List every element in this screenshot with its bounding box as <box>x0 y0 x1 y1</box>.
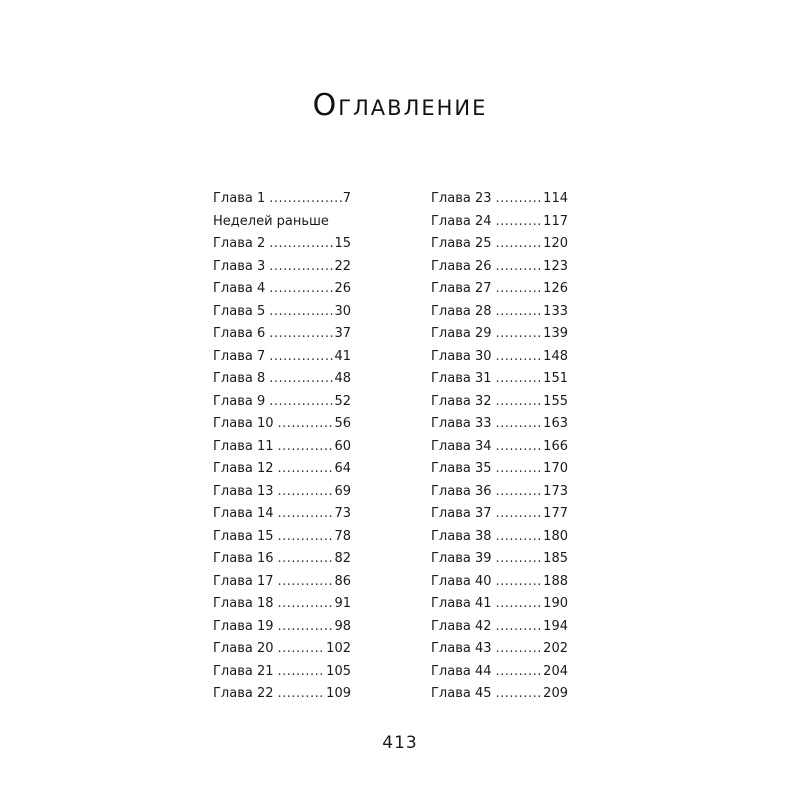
toc-entry-page: 166 <box>543 438 568 454</box>
toc-entry-label: Глава 15 <box>213 528 274 544</box>
toc-entry <box>431 188 568 211</box>
toc-entry-page: 109 <box>326 686 351 701</box>
toc-entry-page: 78 <box>334 528 351 544</box>
toc-entry-label: Глава 38 <box>431 528 492 544</box>
toc-entry-label: Глава 23 <box>431 191 492 206</box>
toc-dot-leader <box>496 481 543 504</box>
toc-entry-page: 7 <box>342 191 351 206</box>
toc-entry-page: 69 <box>334 483 351 499</box>
toc-entry <box>431 481 568 504</box>
toc-entry-label: Глава 26 <box>431 258 492 274</box>
toc-entry-label: Глава 8 <box>213 371 266 386</box>
toc-entry <box>213 458 351 481</box>
toc-entry-label: Глава 10 <box>213 416 274 431</box>
toc-entry <box>431 346 568 369</box>
toc-entry-label: Глава 37 <box>431 506 492 521</box>
toc-entry <box>213 616 351 639</box>
toc-entry-label: Глава 17 <box>213 573 274 589</box>
toc-entry-page: 163 <box>543 416 568 431</box>
toc-entry-page: 170 <box>543 461 568 476</box>
toc-dot-leader <box>278 503 334 526</box>
toc-entry-label: Глава 44 <box>431 663 492 679</box>
toc-entry <box>431 368 568 391</box>
toc-dot-leader <box>269 323 333 346</box>
toc-entry-label: Глава 13 <box>213 483 274 499</box>
toc-dot-leader <box>496 256 543 279</box>
toc-entry <box>431 638 568 661</box>
toc-dot-leader <box>496 436 543 459</box>
toc-entry <box>213 571 351 594</box>
toc-left-column <box>213 188 351 706</box>
toc-entry <box>431 436 568 459</box>
toc-dot-leader <box>496 593 543 616</box>
toc-entry-label: Глава 19 <box>213 618 274 634</box>
toc-entry-page: 86 <box>334 573 351 589</box>
toc-entry-label: Глава 25 <box>431 236 492 251</box>
toc-entry <box>431 526 568 549</box>
toc-dot-leader <box>278 571 334 594</box>
toc-dot-leader <box>278 481 334 504</box>
toc-dot-leader <box>496 413 543 436</box>
toc-dot-leader <box>278 683 326 706</box>
toc-entry <box>431 661 568 684</box>
toc-entry-page: 185 <box>543 551 568 566</box>
toc-entry-page: 123 <box>543 258 568 274</box>
toc-dot-leader <box>496 368 543 391</box>
toc-dot-leader <box>496 323 543 346</box>
toc-dot-leader <box>278 413 334 436</box>
toc-entry-label: Глава 16 <box>213 551 274 566</box>
toc-entry-page: 82 <box>334 551 351 566</box>
toc-entry <box>431 503 568 526</box>
toc-entry-label: Глава 41 <box>431 596 492 611</box>
toc-entry-label: Глава 35 <box>431 461 492 476</box>
toc-entry-label: Глава 40 <box>431 573 492 589</box>
toc-dot-leader <box>496 638 543 661</box>
toc-entry-page: 114 <box>543 191 568 206</box>
toc-entry-page: 194 <box>543 618 568 634</box>
toc-entry-label: Глава 28 <box>431 303 492 319</box>
toc-dot-leader <box>269 256 333 279</box>
toc-dot-leader <box>278 526 334 549</box>
toc-entry-page: 204 <box>543 663 568 679</box>
toc-entry <box>213 526 351 549</box>
toc-entry <box>431 256 568 279</box>
toc-entry-label: Глава 27 <box>431 281 492 296</box>
toc-entry-label: Глава 1 <box>213 191 266 206</box>
toc-entry-page: 64 <box>334 461 351 476</box>
toc-right-column <box>431 188 568 706</box>
toc-dot-leader <box>269 278 333 301</box>
toc-entry-label: Глава 11 <box>213 438 274 454</box>
toc-entry-page: 120 <box>543 236 568 251</box>
toc-entry <box>431 413 568 436</box>
toc-entry <box>431 548 568 571</box>
toc-dot-leader <box>496 661 543 684</box>
toc-entry-label: Глава 45 <box>431 686 492 701</box>
toc-dot-leader <box>496 503 543 526</box>
toc-entry-label: Глава 39 <box>431 551 492 566</box>
toc-entry <box>213 503 351 526</box>
page-number: 413 <box>382 733 418 753</box>
toc-entry <box>213 481 351 504</box>
toc-entry-label: Глава 9 <box>213 393 266 409</box>
toc-entry-label: Глава 34 <box>431 438 492 454</box>
toc-entry <box>431 391 568 414</box>
toc-entry-label: Глава 4 <box>213 281 266 296</box>
toc-entry-label: Глава 29 <box>431 326 492 341</box>
toc-dot-leader <box>496 391 543 414</box>
toc-entry-label: Глава 20 <box>213 641 274 656</box>
toc-entry <box>431 616 568 639</box>
toc-dot-leader <box>496 301 543 324</box>
toc-entry-page: 22 <box>334 258 351 274</box>
toc-entry-page: 15 <box>334 236 351 251</box>
toc-dot-leader <box>496 458 543 481</box>
toc-entry-label: Глава 21 <box>213 663 274 679</box>
toc-entry-page: 30 <box>334 303 351 319</box>
toc-entry-page: 151 <box>543 371 568 386</box>
toc-entry-page: 105 <box>326 663 351 679</box>
toc-entry-page: 117 <box>543 213 568 229</box>
toc-entry-page: 37 <box>334 326 351 341</box>
toc-entry-page: 155 <box>543 393 568 409</box>
toc-entry <box>213 413 351 436</box>
toc-entry-label: Глава 30 <box>431 348 492 364</box>
toc-entry-page: 26 <box>334 281 351 296</box>
toc-entry-label: Глава 36 <box>431 483 492 499</box>
toc-entry-page: 177 <box>543 506 568 521</box>
toc-dot-leader <box>278 661 326 684</box>
toc-entry-label: Глава 42 <box>431 618 492 634</box>
toc-entry-page: 73 <box>334 506 351 521</box>
toc-dot-leader <box>278 593 334 616</box>
toc-dot-leader <box>269 233 333 256</box>
toc-dot-leader <box>278 458 334 481</box>
toc-entry-page: 148 <box>543 348 568 364</box>
toc-entry <box>213 301 351 324</box>
toc-dot-leader <box>496 188 543 211</box>
toc-entry-page: 190 <box>543 596 568 611</box>
toc-entry-page: 102 <box>326 641 351 656</box>
toc-entry-page: 56 <box>334 416 351 431</box>
toc-entry-page: 180 <box>543 528 568 544</box>
toc-entry <box>431 683 568 706</box>
toc-dot-leader <box>278 436 334 459</box>
toc-entry <box>213 661 351 684</box>
toc-dot-leader <box>278 616 334 639</box>
toc-entry-label: Глава 2 <box>213 236 266 251</box>
page-title: Оглавление <box>312 88 488 123</box>
toc-dot-leader <box>269 368 333 391</box>
toc-entry <box>431 233 568 256</box>
toc-entry <box>213 548 351 571</box>
toc-entry-page: 48 <box>334 371 351 386</box>
toc-entry <box>213 638 351 661</box>
toc-entry-page: 91 <box>334 596 351 611</box>
toc-entry-page: 98 <box>334 618 351 634</box>
toc-dot-leader <box>496 278 543 301</box>
toc-dot-leader <box>269 346 333 369</box>
toc-entry-label: Глава 31 <box>431 371 492 386</box>
toc-dot-leader <box>269 391 333 414</box>
toc-entry-label: Глава 33 <box>431 416 492 431</box>
toc-entry <box>213 256 351 279</box>
toc-dot-leader <box>496 683 543 706</box>
toc-entry-page: 139 <box>543 326 568 341</box>
toc-entry-page: 188 <box>543 573 568 589</box>
toc-entry-label: Глава 14 <box>213 506 274 521</box>
toc-entry-page: 41 <box>334 348 351 364</box>
toc-entry-page: 173 <box>543 483 568 499</box>
toc-entry <box>213 436 351 459</box>
toc-entry <box>431 458 568 481</box>
toc-entry <box>213 368 351 391</box>
toc-dot-leader <box>496 233 543 256</box>
toc-entry-label: Глава 12 <box>213 461 274 476</box>
toc-dot-leader <box>496 211 543 234</box>
toc-dot-leader <box>496 571 543 594</box>
toc-entry <box>213 346 351 369</box>
toc-entry <box>431 301 568 324</box>
toc-entry-label: Глава 32 <box>431 393 492 409</box>
toc-entry-label: Глава 18 <box>213 596 274 611</box>
toc-entry <box>213 683 351 706</box>
toc-dot-leader <box>269 301 333 324</box>
toc-entry <box>213 188 351 211</box>
toc-entry <box>431 571 568 594</box>
toc-entry-label: Глава 5 <box>213 303 266 319</box>
toc-dot-leader <box>278 548 334 571</box>
toc-entry-page: 133 <box>543 303 568 319</box>
toc-entry-page: 60 <box>334 438 351 454</box>
toc-entry-label: Глава 6 <box>213 326 266 341</box>
toc-entry <box>431 211 568 234</box>
toc-entry-page: 209 <box>543 686 568 701</box>
toc-entry <box>431 593 568 616</box>
toc-entry <box>213 323 351 346</box>
toc-entry-label: Глава 24 <box>431 213 492 229</box>
toc-entry-page: 52 <box>334 393 351 409</box>
toc-entry-label: Глава 3 <box>213 258 266 274</box>
toc-dot-leader <box>278 638 326 661</box>
toc-entry <box>213 391 351 414</box>
toc-entry <box>431 323 568 346</box>
toc-entry-label: Глава 7 <box>213 348 266 364</box>
toc-dot-leader <box>496 548 543 571</box>
toc-dot-leader <box>496 526 543 549</box>
toc-entry <box>213 278 351 301</box>
toc-dot-leader <box>496 346 543 369</box>
toc-entry-page: 126 <box>543 281 568 296</box>
toc-entry-page: 202 <box>543 641 568 656</box>
toc-entry <box>213 593 351 616</box>
toc-entry <box>213 233 351 256</box>
toc-entry-label: Глава 43 <box>431 641 492 656</box>
toc-dot-leader <box>269 188 341 211</box>
toc-section-heading: Неделей раньше <box>213 213 329 229</box>
toc-entry <box>431 278 568 301</box>
toc-entry-label: Глава 22 <box>213 686 274 701</box>
toc-dot-leader <box>496 616 543 639</box>
